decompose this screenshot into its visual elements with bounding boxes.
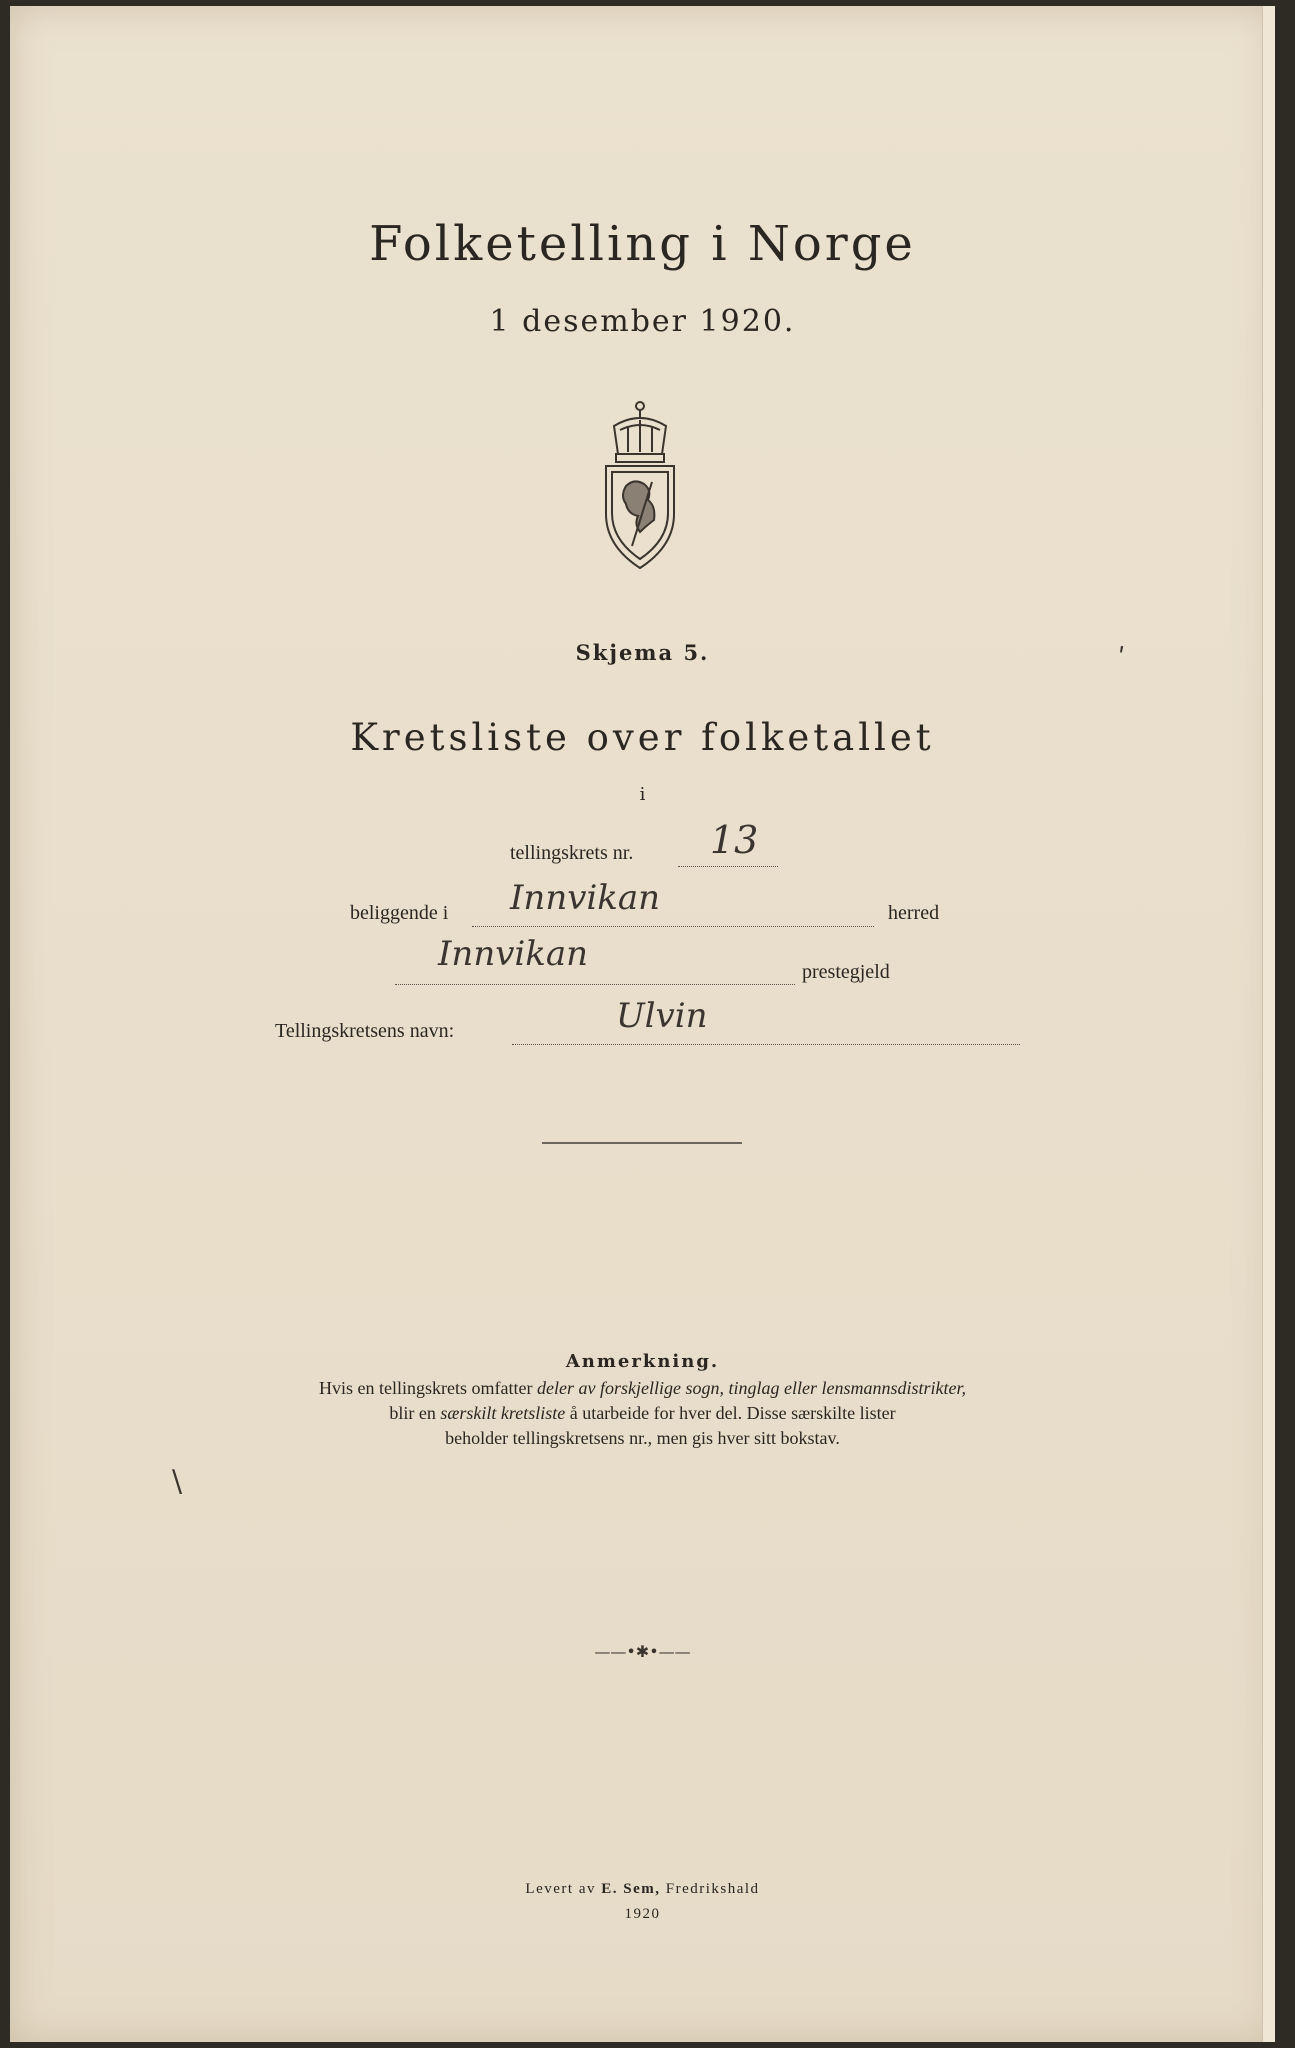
prestegjeld-label: prestegjeld bbox=[802, 961, 890, 983]
stray-mark: ʹ bbox=[1118, 644, 1126, 674]
schema-number: Skjema 5. bbox=[575, 640, 710, 665]
form-heading: Kretsliste over folketallet bbox=[350, 716, 935, 759]
form-title: Folketelling i Norge bbox=[369, 216, 916, 272]
herred-handwritten: Innvikan bbox=[510, 878, 661, 918]
note-line-2-text-a: blir en bbox=[389, 1403, 441, 1423]
herred-line bbox=[472, 926, 874, 927]
printer-place: Fredrikshald bbox=[660, 1881, 760, 1897]
note-line-2 bbox=[10, 1401, 1275, 1426]
separator-rule bbox=[542, 1142, 742, 1144]
district-number: 13 bbox=[710, 818, 759, 862]
note-line-2-italic: særskilt kretsliste bbox=[440, 1403, 566, 1423]
name-line bbox=[512, 1044, 1020, 1045]
census-form-page bbox=[10, 6, 1275, 2042]
printer-credit bbox=[10, 1881, 1275, 1898]
district-label: tellingskrets nr. bbox=[510, 842, 634, 864]
print-year: 1920 bbox=[624, 1906, 661, 1922]
preposition-i: i bbox=[639, 784, 646, 805]
note-line-1-italic: deler av forskjellige sogn, tinglag eller lensmannsdistrikter, bbox=[537, 1378, 966, 1398]
printer-prefix: Levert av bbox=[525, 1881, 602, 1897]
note-line-3: beholder tellingskretsens nr., men gis hver sitt bokstav. bbox=[445, 1428, 840, 1448]
note-line-2-text-b: å utarbeide for hver del. Disse særskilte lister bbox=[565, 1403, 896, 1423]
name-label: Tellingskretsens navn: bbox=[275, 1020, 455, 1042]
printer-name: E. Sem, bbox=[601, 1881, 661, 1897]
note-heading: Anmerkning. bbox=[565, 1351, 720, 1372]
prestegjeld-handwritten: Innvikan bbox=[438, 934, 589, 974]
herred-label: herred bbox=[888, 902, 940, 924]
district-line bbox=[678, 866, 778, 867]
name-handwritten: Ulvin bbox=[616, 996, 708, 1036]
form-date: 1 desember 1920. bbox=[489, 304, 796, 339]
note-line-1-text: Hvis en tellingskrets omfatter bbox=[319, 1378, 537, 1398]
located-label: beliggende i bbox=[350, 902, 449, 924]
prestegjeld-line bbox=[395, 984, 795, 985]
ornament-divider: ——•✱•—— bbox=[594, 1642, 691, 1661]
stray-mark: \ bbox=[172, 1464, 183, 1499]
note-line-1 bbox=[10, 1376, 1275, 1401]
coat-of-arms-icon bbox=[590, 396, 690, 576]
